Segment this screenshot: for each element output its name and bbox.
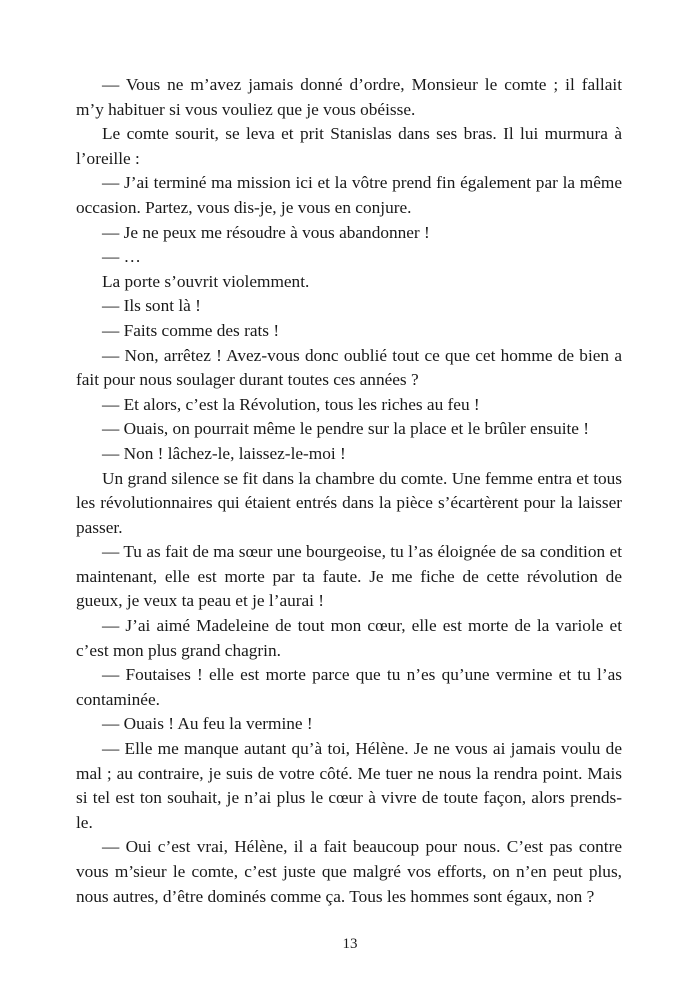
paragraph: — Non, arrêtez ! Avez-vous donc oublié tout ce que cet homme de bien a fait pour nous soulager durant toutes ces années ? (76, 345, 622, 390)
paragraph: — Foutaises ! elle est morte parce que tu n’es qu’une vermine et tu l’as contaminée. (76, 665, 622, 709)
paragraph: — Ouais ! Au feu la vermine ! (102, 714, 313, 734)
paragraph: — Je ne peux me résoudre à vous abandonner ! (102, 222, 430, 242)
page-number: 13 (342, 936, 358, 952)
paragraph: — J’ai aimé Madeleine de tout mon cœur, elle est morte de la variole et c’est mon plus grand chagrin. (76, 616, 622, 660)
paragraph: — Oui c’est vrai, Hélène, il a fait beaucoup pour nous. C’est pas contre vous m’sieur le comte, c’est juste que malgré vos efforts, on n’en peut plus, nous autres, d’être dominés comme ça. Tous les hommes sont égaux, non ? (76, 837, 622, 906)
paragraph: — Ils sont là ! (102, 296, 201, 316)
paragraph: — Faits comme des rats ! (102, 320, 280, 340)
paragraph: — Ouais, on pourrait même le pendre sur la place et le brûler ensuite ! (102, 419, 590, 439)
paragraph: — Tu as fait de ma sœur une bourgeoise, tu l’as éloignée de sa condition et maintenant, elle est morte par ta faute. Je me fiche de cette révolution de gueux, je veux ta peau et je l’aurai ! (76, 542, 622, 611)
paragraph: — Non ! lâchez-le, laissez-le-moi ! (102, 443, 346, 463)
body-text (76, 73, 622, 909)
paragraph: — Vous ne m’avez jamais donné d’ordre, Monsieur le comte ; il fallait m’y habituer si vous vouliez que je vous obéisse. (76, 75, 622, 119)
paragraph: — Elle me manque autant qu’à toi, Hélène. Je ne vous ai jamais voulu de mal ; au contraire, je suis de votre côté. Me tuer ne nous la rendra point. Mais si tel est ton souhait, je n’ai plus le cœur à vivre de toute façon, alors prends-le. (76, 739, 622, 832)
paragraph: — … (102, 247, 141, 267)
paragraph: — Et alors, c’est la Révolution, tous les riches au feu ! (102, 394, 480, 414)
paragraph: La porte s’ouvrit violemment. (102, 271, 310, 291)
paragraph: Un grand silence se fit dans la chambre du comte. Une femme entra et tous les révolutionnaires qui étaient entrés dans la pièce s’écartèrent pour la laisser passer. (76, 468, 622, 537)
paragraph: — J’ai terminé ma mission ici et la vôtre prend fin également par la même occasion. Partez, vous dis-je, je vous en conjure. (76, 173, 622, 217)
paragraph: Le comte sourit, se leva et prit Stanislas dans ses bras. Il lui murmura à l’oreille : (76, 124, 622, 168)
